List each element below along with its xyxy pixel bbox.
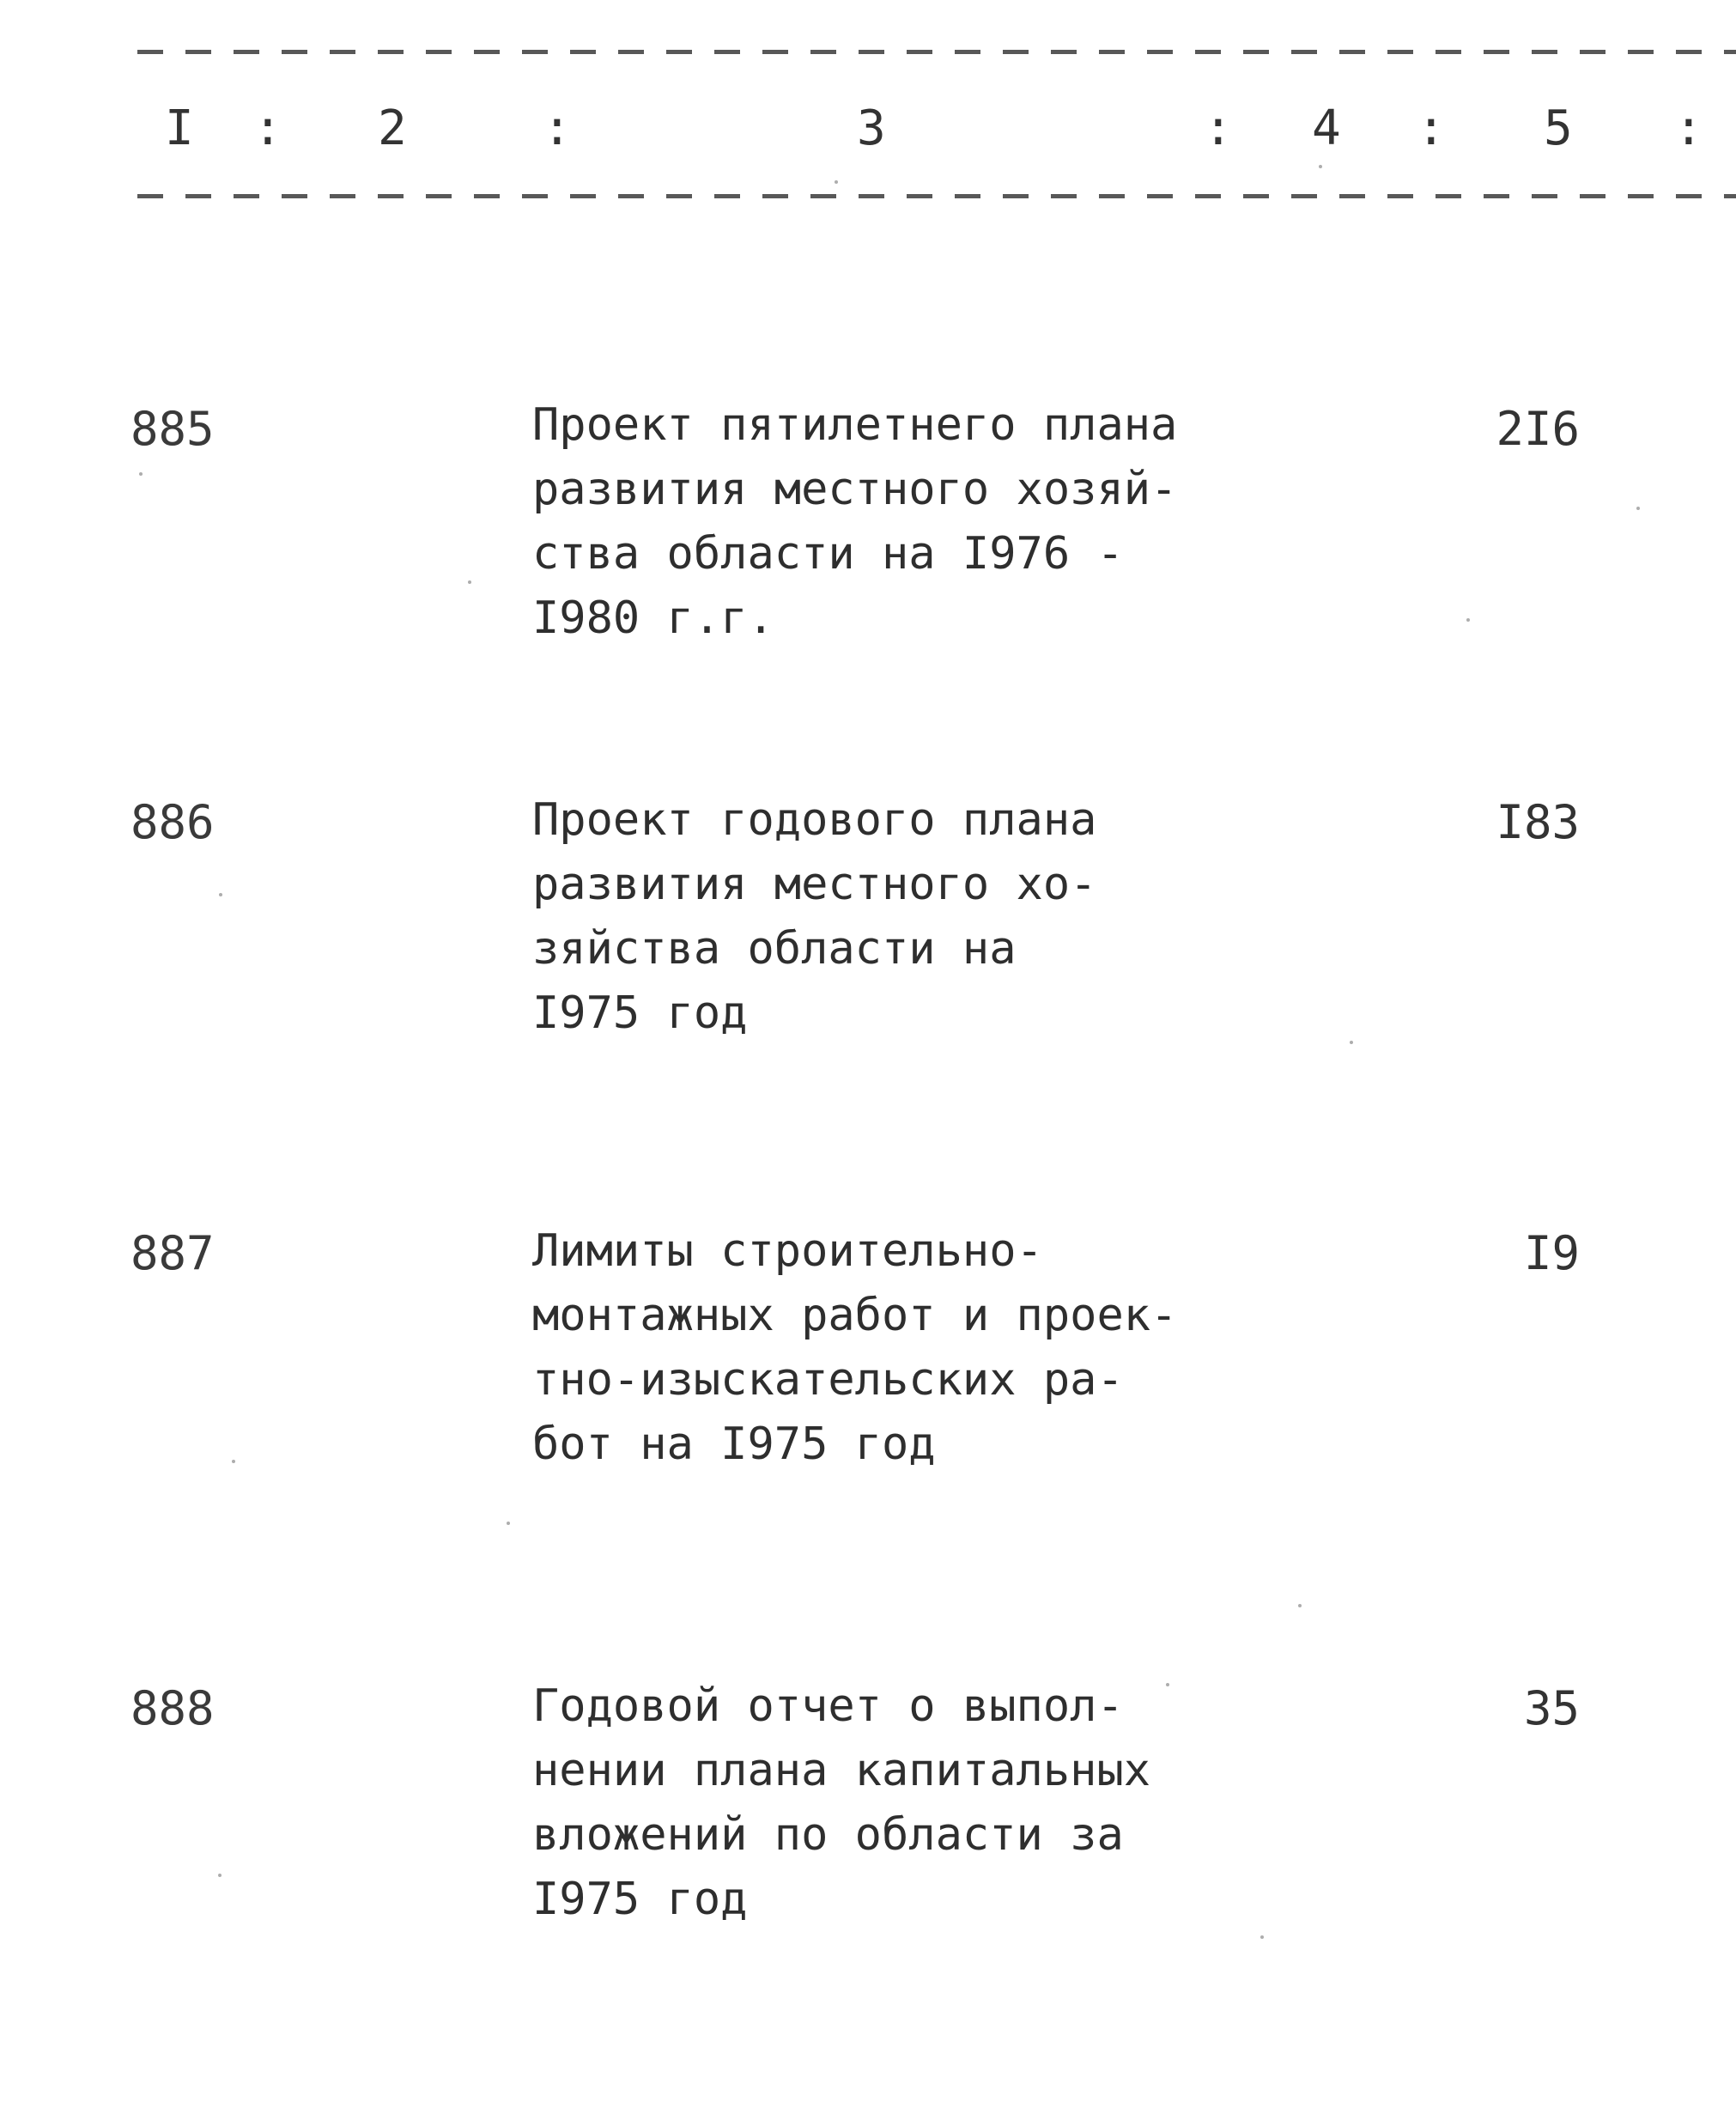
page-count: I83 — [1496, 795, 1580, 849]
file-title: Лимиты строительно- монтажных работ и проек- тно-изыскательских ра- бот на I975 год — [532, 1225, 1178, 1470]
header-separator: : — [1674, 100, 1703, 156]
scan-speck — [1260, 1935, 1264, 1939]
header-separator: : — [543, 100, 572, 156]
scan-speck — [232, 1460, 235, 1463]
file-number: 886 — [131, 795, 215, 849]
scan-speck — [219, 893, 222, 896]
scan-speck — [468, 580, 471, 584]
scan-speck — [1636, 507, 1640, 510]
page-count: 35 — [1523, 1681, 1580, 1735]
file-title: Проект пятилетнего плана развития местного хозяй- ства области на I976 - I980 г.г. — [532, 399, 1178, 644]
header-col-2: 2 — [378, 100, 407, 156]
file-number: 888 — [131, 1681, 215, 1735]
scan-speck — [218, 1874, 222, 1877]
scan-speck — [1298, 1604, 1302, 1607]
file-number: 887 — [131, 1226, 215, 1280]
header-col-4: 4 — [1312, 100, 1341, 156]
header-col-5: 5 — [1544, 100, 1573, 156]
page-count: I9 — [1523, 1226, 1580, 1280]
file-title: Проект годового плана развития местного хо- зяйства области на I975 год — [532, 794, 1097, 1039]
header-col-1: I — [165, 100, 194, 156]
header-separator: : — [1204, 100, 1233, 156]
header-separator: : — [253, 100, 282, 156]
scan-speck — [139, 472, 143, 476]
scan-speck — [835, 180, 838, 184]
header-bottom-rule — [137, 194, 1736, 198]
scan-speck — [1319, 165, 1322, 168]
header-separator: : — [1417, 100, 1446, 156]
scan-speck — [507, 1522, 510, 1525]
scan-speck — [1466, 618, 1470, 622]
file-title: Годовой отчет о выпол- нении плана капитальных вложений по области за I975 год — [532, 1680, 1151, 1925]
header-top-rule — [137, 50, 1736, 54]
scan-speck — [1350, 1041, 1353, 1044]
scan-speck — [1166, 1683, 1169, 1686]
file-number: 885 — [131, 402, 215, 456]
page-count: 2I6 — [1496, 402, 1580, 456]
header-col-3: 3 — [857, 100, 886, 156]
